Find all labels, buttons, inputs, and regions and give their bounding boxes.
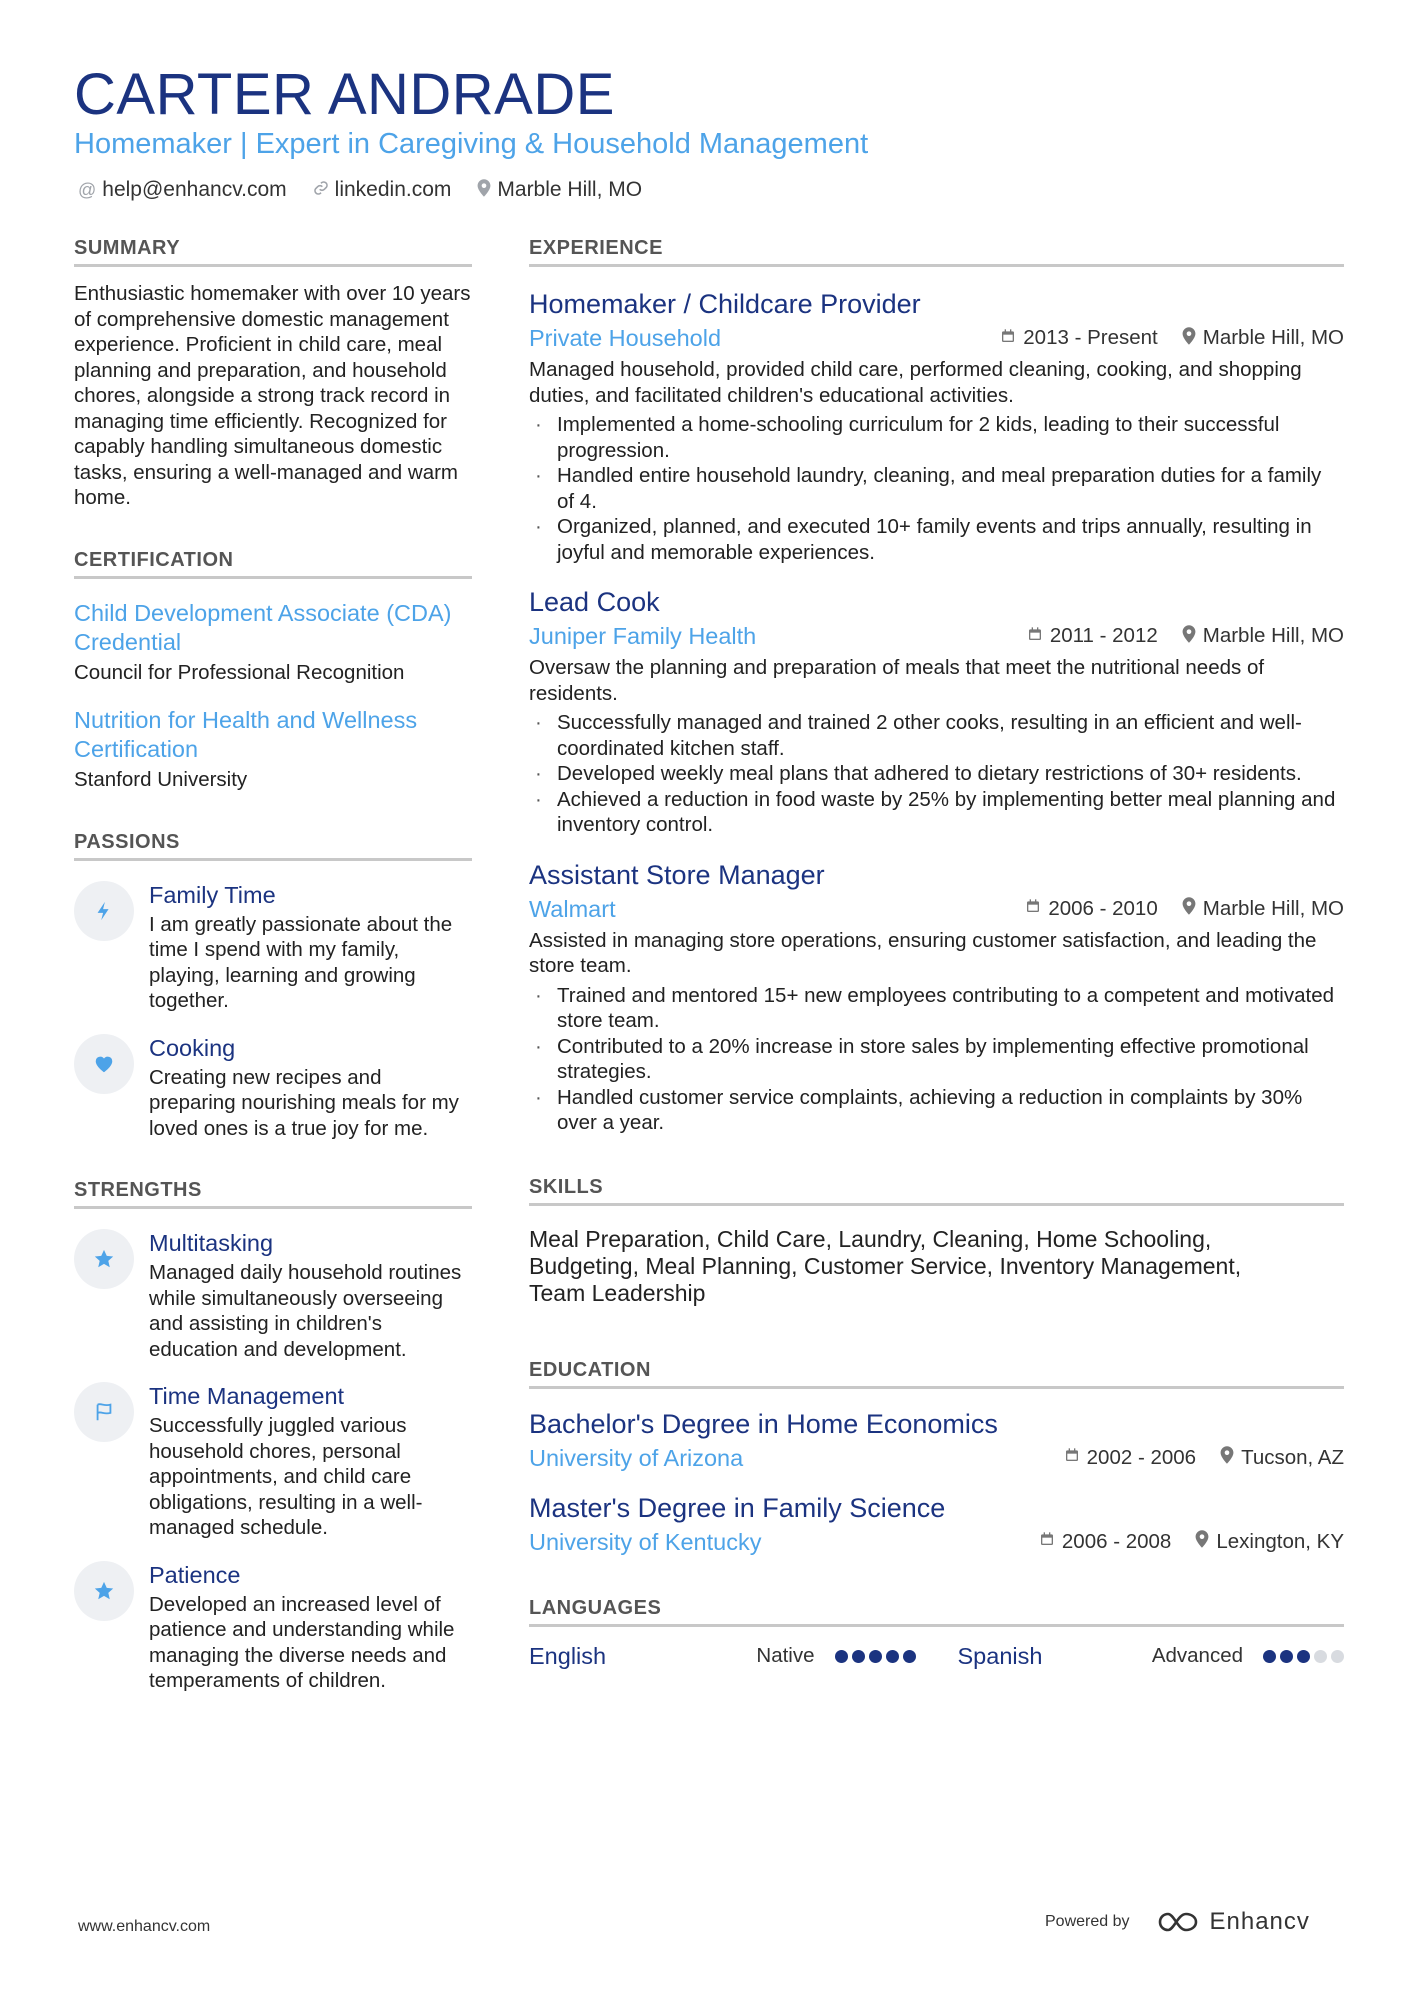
- passions-section: [74, 831, 472, 1142]
- experience-section: [529, 237, 1344, 1136]
- footer-website[interactable]: www.enhancv.com: [78, 1918, 211, 1935]
- strength-item: [74, 1382, 472, 1541]
- skills-section: [529, 1176, 1344, 1307]
- right-column: [529, 237, 1344, 1708]
- section-title: EXPERIENCE: [529, 237, 1344, 267]
- job-description: Oversaw the planning and preparation of meals that meet the nutritional needs of residents.: [529, 656, 1265, 705]
- section-title: PASSIONS: [74, 831, 472, 861]
- bullet-item: · Contributed to a 20% increase in store sales by implementing effective promotional strategies.: [529, 1034, 1344, 1085]
- section-title: STRENGTHS: [74, 1179, 472, 1209]
- company-name: Walmart: [529, 895, 616, 922]
- calendar-icon: [1027, 626, 1043, 647]
- education-location: Lexington, KY: [1216, 1529, 1344, 1553]
- language-level: Native: [756, 1644, 815, 1667]
- proficiency-dots: [1259, 1650, 1344, 1663]
- language-name: Spanish: [957, 1642, 1043, 1669]
- bullet-item: · Successfully managed and trained 2 other cooks, resulting in an efficient and well-coordinated kitchen staff.: [529, 710, 1344, 761]
- strength-title: Multitasking: [149, 1230, 274, 1256]
- passion-item: [74, 881, 472, 1014]
- section-title: SUMMARY: [74, 237, 472, 267]
- proficiency-dot-empty: [1331, 1650, 1344, 1663]
- section-title: LANGUAGES: [529, 1597, 1344, 1627]
- job-dates: 2011 - 2012: [1049, 624, 1158, 647]
- strength-title: Time Management: [149, 1383, 345, 1409]
- degree-title: Bachelor's Degree in Home Economics: [529, 1408, 998, 1439]
- bullet-item: · Organized, planned, and executed 10+ family events and trips annually, resulting in joyful and memorable experiences.: [529, 514, 1344, 565]
- job-location: Marble Hill, MO: [1202, 624, 1344, 647]
- proficiency-dot-filled: [869, 1650, 882, 1663]
- calendar-icon: [1039, 1531, 1055, 1552]
- left-column: [74, 237, 472, 1732]
- job-bullets: [529, 983, 1344, 1136]
- summary-text: Enthusiastic homemaker with over 10 years of comprehensive domestic management experience. Proficient in child care, meal planning and preparation, and household chores, alongside a strong track record in managing time efficiently. Recognized for capably handling simultaneous domestic tasks, ensuring a well-managed and warm home.: [74, 282, 471, 509]
- proficiency-dot-filled: [852, 1650, 865, 1663]
- proficiency-dot-empty: [1314, 1650, 1327, 1663]
- contact-bar: [78, 178, 668, 202]
- job-bullets: [529, 412, 1344, 565]
- contact-linkedin[interactable]: linkedin.com: [313, 178, 452, 202]
- school-name: University of Kentucky: [529, 1528, 762, 1555]
- certification-issuer: Council for Professional Recognition: [74, 660, 405, 684]
- education-section: [529, 1359, 1344, 1557]
- job-title: Lead Cook: [529, 587, 660, 617]
- passion-text: Creating new recipes and preparing nourishing meals for my loved ones is a true joy for me.: [149, 1065, 459, 1140]
- enhancv-logo-icon: [1156, 1910, 1202, 1934]
- job-location: Marble Hill, MO: [1202, 896, 1344, 920]
- skills-text: Meal Preparation, Child Care, Laundry, Cleaning, Home Schooling, Budgeting, Meal Planning, Customer Service, Inventory Management, Team Leadership: [529, 1225, 1242, 1306]
- lightning-icon: [74, 881, 134, 941]
- language-item: [529, 1643, 916, 1670]
- job-bullets: [529, 710, 1344, 838]
- education-item: [529, 1491, 1344, 1557]
- section-title: EDUCATION: [529, 1359, 1344, 1389]
- strength-text: Developed an increased level of patience and understanding while managing the diverse needs and temperaments of children.: [149, 1592, 455, 1692]
- link-icon: [313, 180, 329, 201]
- language-level: Advanced: [1151, 1644, 1243, 1667]
- certification-item: [74, 599, 472, 686]
- language-name: English: [529, 1642, 607, 1669]
- company-name: Private Household: [529, 325, 722, 351]
- bullet-item: · Implemented a home-schooling curriculum for 2 kids, leading to their successful progression.: [529, 412, 1344, 463]
- proficiency-dots: [831, 1650, 916, 1663]
- footer-branding: [1045, 1908, 1310, 1936]
- job-dates: 2013 - Present: [1023, 326, 1158, 349]
- section-title: SKILLS: [529, 1176, 1344, 1206]
- strength-item: [74, 1561, 472, 1694]
- bullet-item: · Handled customer service complaints, achieving a reduction in complaints by 30% over a year.: [529, 1085, 1344, 1136]
- at-icon: @: [78, 179, 97, 200]
- bullet-item: · Trained and mentored 15+ new employees contributing to a competent and motivated store team.: [529, 983, 1344, 1034]
- candidate-headline: Homemaker | Expert in Caregiving & Household Management: [74, 128, 869, 160]
- strength-title: Patience: [149, 1561, 241, 1588]
- flag-icon: [74, 1382, 134, 1442]
- strengths-section: [74, 1179, 472, 1694]
- passion-item: [74, 1034, 472, 1142]
- company-name: Juniper Family Health: [529, 623, 757, 649]
- calendar-icon: [1025, 898, 1041, 919]
- job-description: Assisted in managing store operations, ensuring customer satisfaction, and leading the store team.: [529, 928, 1317, 977]
- passion-text: I am greatly passionate about the time I spend with my family, playing, learning and growing together.: [149, 912, 453, 1012]
- language-item: [958, 1643, 1345, 1670]
- proficiency-dot-filled: [835, 1650, 848, 1663]
- degree-title: Master's Degree in Family Science: [529, 1492, 946, 1523]
- contact-location: Marble Hill, MO: [477, 178, 642, 202]
- powered-by-label: Powered by: [1045, 1913, 1130, 1930]
- star-icon: [74, 1561, 134, 1621]
- experience-item: [529, 585, 1344, 838]
- proficiency-dot-filled: [886, 1650, 899, 1663]
- strength-text: Managed daily household routines while simultaneously overseeing and assisting in children's education and development.: [149, 1261, 462, 1361]
- certification-name: Child Development Associate (CDA) Credential: [74, 599, 452, 655]
- school-name: University of Arizona: [529, 1444, 744, 1471]
- calendar-icon: [1064, 1447, 1080, 1468]
- proficiency-dot-filled: [1280, 1650, 1293, 1663]
- certification-item: [74, 706, 472, 793]
- job-dates: 2006 - 2010: [1048, 896, 1158, 920]
- location-pin-icon: [1220, 1446, 1234, 1469]
- calendar-icon: [1000, 328, 1016, 349]
- certification-section: [74, 549, 472, 793]
- certification-name: Nutrition for Health and Wellness Certification: [74, 706, 418, 762]
- bullet-item: · Handled entire household laundry, cleaning, and meal preparation duties for a family of 4.: [529, 463, 1344, 514]
- location-pin-icon: [477, 179, 491, 202]
- bullet-item: · Developed weekly meal plans that adhered to dietary restrictions of 30+ residents.: [529, 761, 1344, 787]
- bullet-item: · Achieved a reduction in food waste by 25% by implementing better meal planning and inventory control.: [529, 787, 1344, 838]
- heart-icon: [74, 1034, 134, 1094]
- job-location: Marble Hill, MO: [1202, 326, 1344, 349]
- proficiency-dot-filled: [1297, 1650, 1310, 1663]
- candidate-name: CARTER ANDRADE: [74, 62, 615, 127]
- experience-item: [529, 287, 1344, 565]
- brand-logo[interactable]: Enhancv: [1156, 1908, 1310, 1936]
- location-pin-icon: [1182, 897, 1196, 920]
- job-description: Managed household, provided child care, performed cleaning, cooking, and shopping duties, and facilitated children's educational activities.: [529, 358, 1302, 407]
- star-icon: [74, 1229, 134, 1289]
- experience-item: [529, 858, 1344, 1136]
- education-location: Tucson, AZ: [1241, 1445, 1344, 1469]
- job-title: Homemaker / Childcare Provider: [529, 289, 921, 319]
- passion-title: Cooking: [149, 1034, 236, 1061]
- strength-item: [74, 1229, 472, 1362]
- education-item: [529, 1407, 1344, 1473]
- section-title: CERTIFICATION: [74, 549, 472, 579]
- location-pin-icon: [1182, 625, 1196, 648]
- contact-email[interactable]: @ help@enhancv.com: [78, 178, 287, 201]
- education-dates: 2006 - 2008: [1061, 1529, 1172, 1553]
- job-title: Assistant Store Manager: [529, 859, 825, 890]
- passion-title: Family Time: [149, 881, 276, 908]
- proficiency-dot-filled: [1263, 1650, 1276, 1663]
- location-pin-icon: [1182, 327, 1196, 350]
- languages-section: [529, 1597, 1344, 1670]
- proficiency-dot-filled: [903, 1650, 916, 1663]
- summary-section: [74, 237, 472, 511]
- certification-issuer: Stanford University: [74, 767, 248, 791]
- location-pin-icon: [1195, 1530, 1209, 1553]
- education-dates: 2002 - 2006: [1086, 1445, 1197, 1469]
- strength-text: Successfully juggled various household chores, personal appointments, and child care obligations, resulting in a well-managed schedule.: [149, 1414, 423, 1539]
